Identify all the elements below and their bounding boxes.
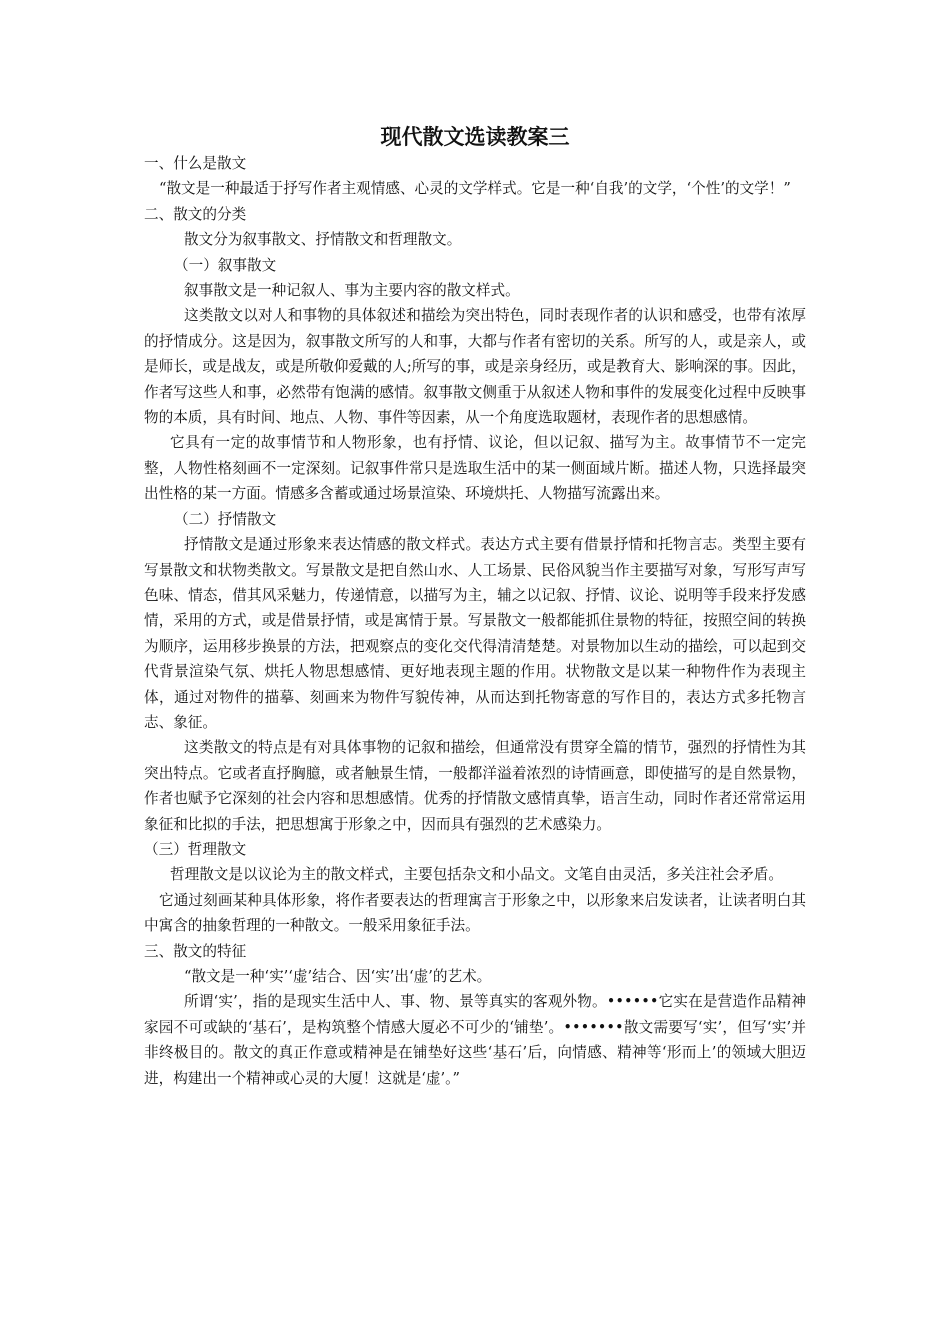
paragraph: 所谓‘实’，指的是现实生活中人、事、物、景等真实的客观外物。••••••它实在是营造作品精神家园不可或缺的‘基石’，是构筑整个情感大厦必不可少的‘铺垫’。•••••••散文需要写‘实’，但写‘实’并非终极目的。散文的真正作意或精神是在铺垫好这些‘基石’后，向情感、精神等‘形而上’的领域大胆迈进，构建出一个精神或心灵的大厦！这就是‘虚’。” <box>144 993 806 1087</box>
paragraph: （三）哲理散文 <box>144 840 247 858</box>
document-body <box>144 151 806 1091</box>
paragraph: （二）抒情散文 <box>174 510 277 528</box>
paragraph: 散文分为叙事散文、抒情散文和哲理散文。 <box>184 231 462 249</box>
paragraph: 三、散文的特征 <box>144 942 247 960</box>
paragraph: 这类散文的特点是有对具体事物的记叙和描绘，但通常没有贯穿全篇的情节，强烈的抒情性为其突出特点。它或者直抒胸臆，或者触景生情，一般都洋溢着浓烈的诗情画意，即使描写的是自然景物，作者也赋予它深刻的社会内容和思想感情。优秀的抒情散文感情真挚，语言生动，同时作者还常常运用象征和比拟的手法，把思想寓于形象之中，因而具有强烈的艺术感染力。 <box>144 739 806 833</box>
paragraph: 抒情散文是通过形象来表达情感的散文样式。表达方式主要有借景抒情和托物言志。类型主要有写景散文和状物类散文。写景散文是把自然山水、人工场景、民俗风貌当作主要描写对象，写形写声写色味、情态，借其风采魅力，传递情意，以描写为主，辅之以记叙、抒情、议论、说明等手段来抒发感情，采用的方式，或是借景抒情，或是寓情于景。写景散文一般都能抓住景物的特征，按照空间的转换为顺序，运用移步换景的方法，把观察点的变化交代得清清楚楚。对景物加以生动的描绘，可以起到交代背景渲染气氛、烘托人物思想感情、更好地表现主题的作用。状物散文是以某一种物件作为表现主体，通过对物件的描摹、刻画来为物件写貌传神，从而达到托物寄意的写作目的，表达方式多托物言志、象征。 <box>144 536 806 731</box>
paragraph: 二、散文的分类 <box>144 205 247 223</box>
paragraph: 一、什么是散文 <box>144 155 247 172</box>
paragraph: 这类散文以对人和事物的具体叙述和描绘为突出特色，同时表现作者的认识和感受，也带有浓厚的抒情成分。这是因为，叙事散文所写的人和事，大都与作者有密切的关系。所写的人，或是亲人，或是师长，或是战友，或是所敬仰爱戴的人;所写的事，或是亲身经历，或是教育大、影响深的事。因此，作者写这些人和事，必然带有饱满的感情。叙事散文侧重于从叙述人物和事件的发展变化过程中反映事物的本质，具有时间、地点、人物、事件等因素，从一个角度选取题材，表现作者的思想感情。 <box>144 307 806 427</box>
paragraph: “散文是一种最适于抒写作者主观情感、心灵的文学样式。它是一种‘自我’的文学，‘个性’的文学！” <box>159 180 791 198</box>
document-title: 现代散文选读教案三 <box>380 125 570 149</box>
paragraph: 哲理散文是以议论为主的散文样式，主要包括杂文和小品文。文笔自由灵活，多关注社会矛盾。 <box>170 866 783 884</box>
paragraph: 叙事散文是一种记叙人、事为主要内容的散文样式。 <box>184 282 520 300</box>
paragraph: 它具有一定的故事情节和人物形象，也有抒情、议论，但以记叙、描写为主。故事情节不一定完整，人物性格刻画不一定深刻。记叙事件常只是选取生活中的某一侧面域片断。描述人物，只选择最突出性格的某一方面。情感多含蓄或通过场景渲染、环境烘托、人物描写流露出来。 <box>144 434 806 503</box>
paragraph: 它通过刻画某种具体形象，将作者要表达的哲理寓言于形象之中，以形象来启发读者，让读者明白其中寓含的抽象哲理的一种散文。一般采用象征手法。 <box>144 891 806 935</box>
paragraph: （一）叙事散文 <box>174 256 277 274</box>
paragraph: “散文是一种‘实’‘虚’结合、因‘实’出‘虚’的艺术。 <box>184 968 492 985</box>
